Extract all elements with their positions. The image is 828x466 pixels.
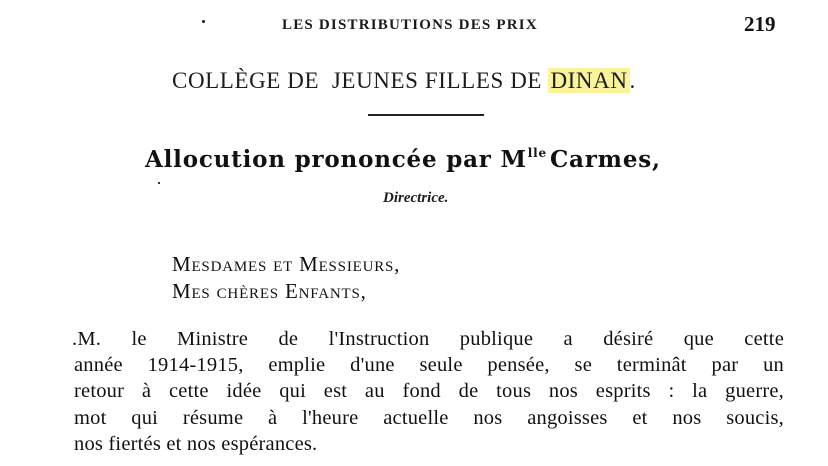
body-text-line: nos fiertés et nos espérances. — [74, 433, 318, 455]
speaker-role: Directrice. — [383, 190, 449, 206]
body-text-line: retour à cette idée qui est au fond de tous nos esprits : la guerre, — [74, 380, 784, 402]
print-speck — [202, 20, 205, 23]
section-title-end: . — [629, 68, 636, 93]
honorific-superscript: lle — [527, 146, 547, 160]
highlighted-term: DINAN — [550, 68, 628, 93]
running-title: LES DISTRIBUTIONS DES PRIX — [282, 17, 538, 33]
speech-heading-prefix: Allocution prononcée par M — [145, 146, 527, 173]
running-header — [0, 14, 828, 38]
title-divider — [368, 114, 484, 116]
page-number: 219 — [744, 12, 776, 36]
section-title-text: COLLÈGE DE JEUNES FILLES DE — [172, 68, 549, 93]
body-text-line: .M. le Ministre de l'Instruction publique a désiré que cette — [72, 328, 784, 350]
body-text-line: année 1914-1915, emplie d'une seule pensée, se terminât par un — [74, 354, 784, 376]
section-title — [172, 68, 636, 94]
print-speck — [158, 182, 160, 184]
speaker-name: Carmes, — [549, 146, 661, 173]
speech-heading — [145, 146, 661, 173]
salutation-line: Mes chères Enfants, — [172, 279, 367, 303]
cropped-text-line — [74, 456, 774, 466]
body-text-line: mot qui résume à l'heure actuelle nos angoisses et nos soucis, — [74, 407, 784, 429]
salutation-line: Mesdames et Messieurs, — [172, 252, 401, 276]
